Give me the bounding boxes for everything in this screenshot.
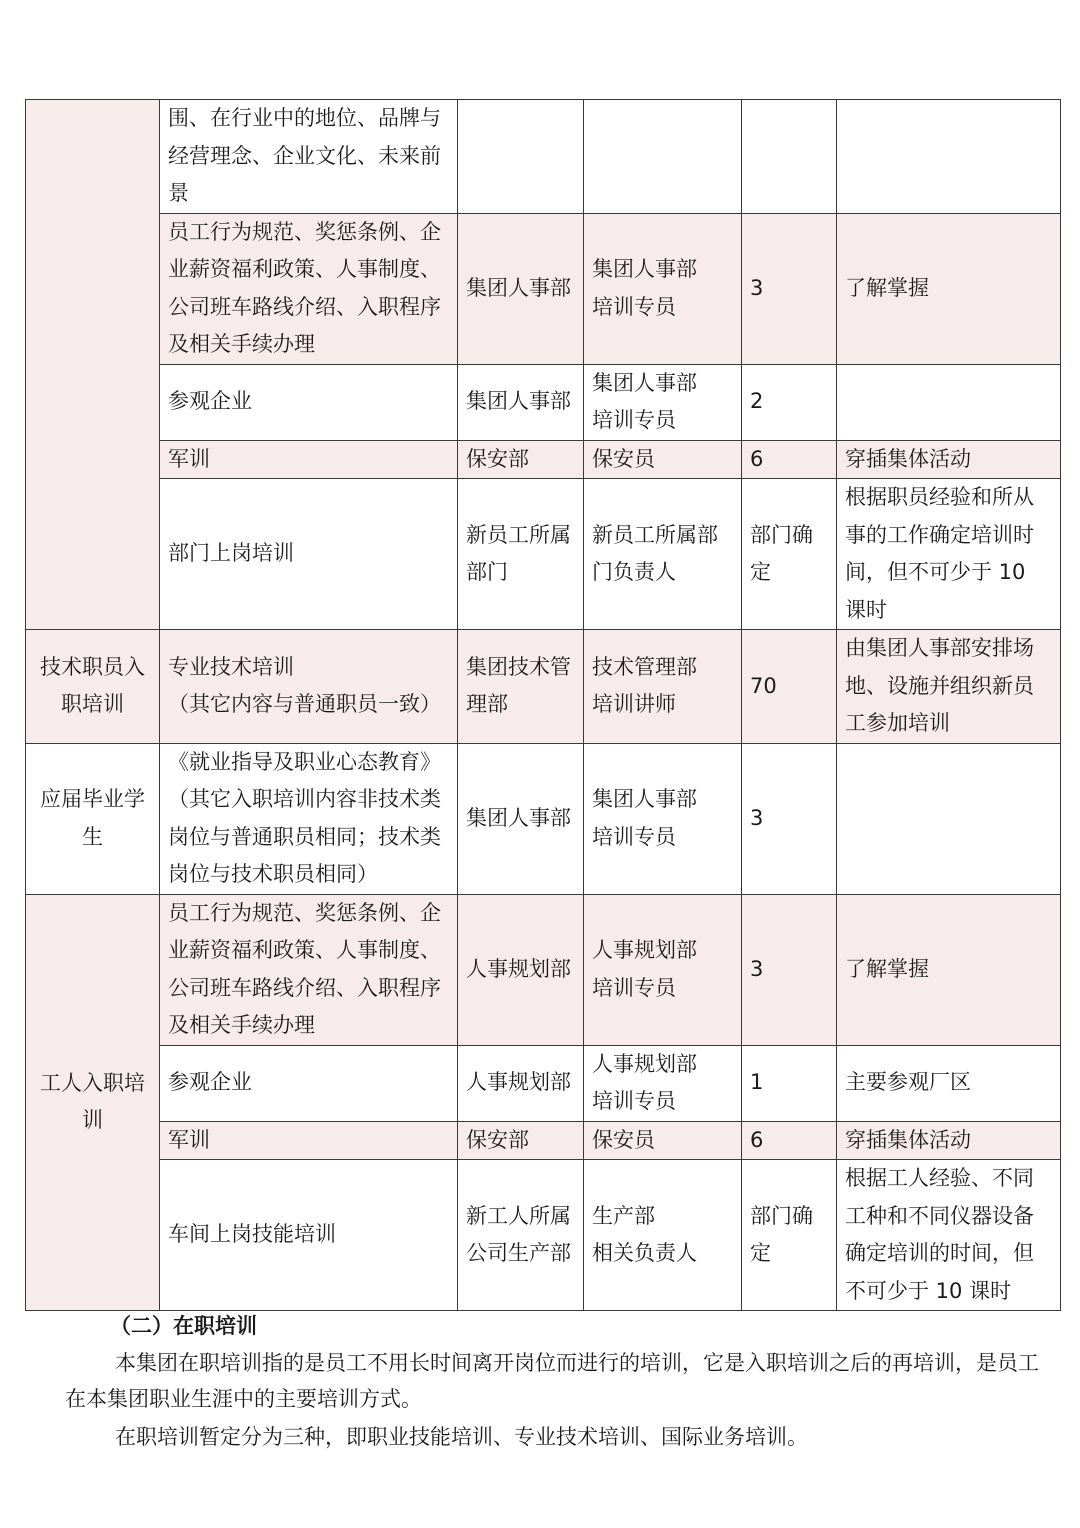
trainer-cell: 保安员 bbox=[584, 1121, 742, 1160]
trainer-cell: 新员工所属部门负责人 bbox=[584, 479, 742, 630]
dept-cell: 集团人事部 bbox=[458, 743, 584, 894]
category-cell-general bbox=[26, 100, 160, 630]
table-row bbox=[26, 213, 1061, 364]
dept-cell bbox=[458, 100, 584, 214]
hours-cell: 6 bbox=[742, 440, 837, 479]
table-row bbox=[26, 1160, 1061, 1311]
dept-cell: 新员工所属部门 bbox=[458, 479, 584, 630]
hours-cell: 70 bbox=[742, 630, 837, 744]
content-cell: 车间上岗技能培训 bbox=[160, 1160, 458, 1311]
content-cell: 员工行为规范、奖惩条例、企业薪资福利政策、人事制度、公司班车路线介绍、入职程序及相关手续办理 bbox=[160, 894, 458, 1045]
dept-cell: 集团人事部 bbox=[458, 364, 584, 440]
trainer-cell: 技术管理部 培训讲师 bbox=[584, 630, 742, 744]
table-row bbox=[26, 894, 1061, 1045]
table-row bbox=[26, 364, 1061, 440]
remark-cell bbox=[837, 364, 1061, 440]
content-cell: 军训 bbox=[160, 1121, 458, 1160]
remark-cell bbox=[837, 743, 1061, 894]
remark-cell: 主要参观厂区 bbox=[837, 1045, 1061, 1121]
hours-cell: 3 bbox=[742, 894, 837, 1045]
table-row bbox=[26, 1121, 1061, 1160]
remark-cell: 了解掌握 bbox=[837, 213, 1061, 364]
body-paragraph: 本集团在职培训指的是员工不用长时间离开岗位而进行的培训，它是入职培训之后的再培训，是员工在本集团职业生涯中的主要培训方式。 bbox=[65, 1351, 1039, 1411]
trainer-cell: 保安员 bbox=[584, 440, 742, 479]
trainer-cell: 集团人事部 培训专员 bbox=[584, 364, 742, 440]
trainer-cell: 人事规划部 培训专员 bbox=[584, 1045, 742, 1121]
category-cell-graduate: 应届毕业学生 bbox=[26, 743, 160, 894]
table-row bbox=[26, 630, 1061, 744]
remark-cell: 由集团人事部安排场地、设施并组织新员工参加培训 bbox=[837, 630, 1061, 744]
dept-cell: 集团人事部 bbox=[458, 213, 584, 364]
table-row bbox=[26, 743, 1061, 894]
dept-cell: 新工人所属公司生产部 bbox=[458, 1160, 584, 1311]
table-row bbox=[26, 440, 1061, 479]
trainer-cell: 人事规划部 培训专员 bbox=[584, 894, 742, 1045]
content-line: 专业技术培训 bbox=[168, 654, 294, 679]
trainer-cell: 集团人事部 培训专员 bbox=[584, 743, 742, 894]
table-row bbox=[26, 100, 1061, 214]
content-cell: 参观企业 bbox=[160, 1045, 458, 1121]
table-row bbox=[26, 479, 1061, 630]
remark-cell: 根据职员经验和所从事的工作确定培训时间，但不可少于 10 课时 bbox=[837, 479, 1061, 630]
hours-cell: 6 bbox=[742, 1121, 837, 1160]
hours-cell: 3 bbox=[742, 213, 837, 364]
content-cell: 《就业指导及职业心态教育》（其它入职培训内容非技术类岗位与普通职员相同；技术类岗位与技术职员相同） bbox=[160, 743, 458, 894]
table-row bbox=[26, 1045, 1061, 1121]
content-cell: 军训 bbox=[160, 440, 458, 479]
dept-cell: 人事规划部 bbox=[458, 1045, 584, 1121]
content-cell: 员工行为规范、奖惩条例、企业薪资福利政策、人事制度、公司班车路线介绍、入职程序及相关手续办理 bbox=[160, 213, 458, 364]
content-cell: 部门上岗培训 bbox=[160, 479, 458, 630]
dept-cell: 保安部 bbox=[458, 1121, 584, 1160]
content-cell: 围、在行业中的地位、品牌与经营理念、企业文化、未来前景 bbox=[160, 100, 458, 214]
remark-cell bbox=[837, 100, 1061, 214]
remark-cell: 穿插集体活动 bbox=[837, 1121, 1061, 1160]
hours-cell bbox=[742, 100, 837, 214]
hours-cell: 1 bbox=[742, 1045, 837, 1121]
hours-cell: 部门确定 bbox=[742, 479, 837, 630]
remark-cell: 了解掌握 bbox=[837, 894, 1061, 1045]
hours-cell: 部门确定 bbox=[742, 1160, 837, 1311]
dept-cell: 人事规划部 bbox=[458, 894, 584, 1045]
category-cell-tech: 技术职员入职培训 bbox=[26, 630, 160, 744]
content-cell bbox=[160, 630, 458, 744]
trainer-cell: 生产部 相关负责人 bbox=[584, 1160, 742, 1311]
section-heading: （二）在职培训 bbox=[110, 1314, 257, 1338]
category-cell-worker: 工人入职培训 bbox=[26, 894, 160, 1311]
trainer-cell bbox=[584, 100, 742, 214]
hours-cell: 3 bbox=[742, 743, 837, 894]
content-cell: 参观企业 bbox=[160, 364, 458, 440]
dept-cell: 集团技术管理部 bbox=[458, 630, 584, 744]
hours-cell: 2 bbox=[742, 364, 837, 440]
body-paragraph: 在职培训暂定分为三种，即职业技能培训、专业技术培训、国际业务培训。 bbox=[115, 1425, 808, 1449]
content-line: （其它内容与普通职员一致） bbox=[168, 692, 441, 717]
remark-cell: 穿插集体活动 bbox=[837, 440, 1061, 479]
training-schedule-table bbox=[25, 99, 1061, 1311]
trainer-cell: 集团人事部 培训专员 bbox=[584, 213, 742, 364]
dept-cell: 保安部 bbox=[458, 440, 584, 479]
remark-cell: 根据工人经验、不同工种和不同仪器设备确定培训的时间，但不可少于 10 课时 bbox=[837, 1160, 1061, 1311]
